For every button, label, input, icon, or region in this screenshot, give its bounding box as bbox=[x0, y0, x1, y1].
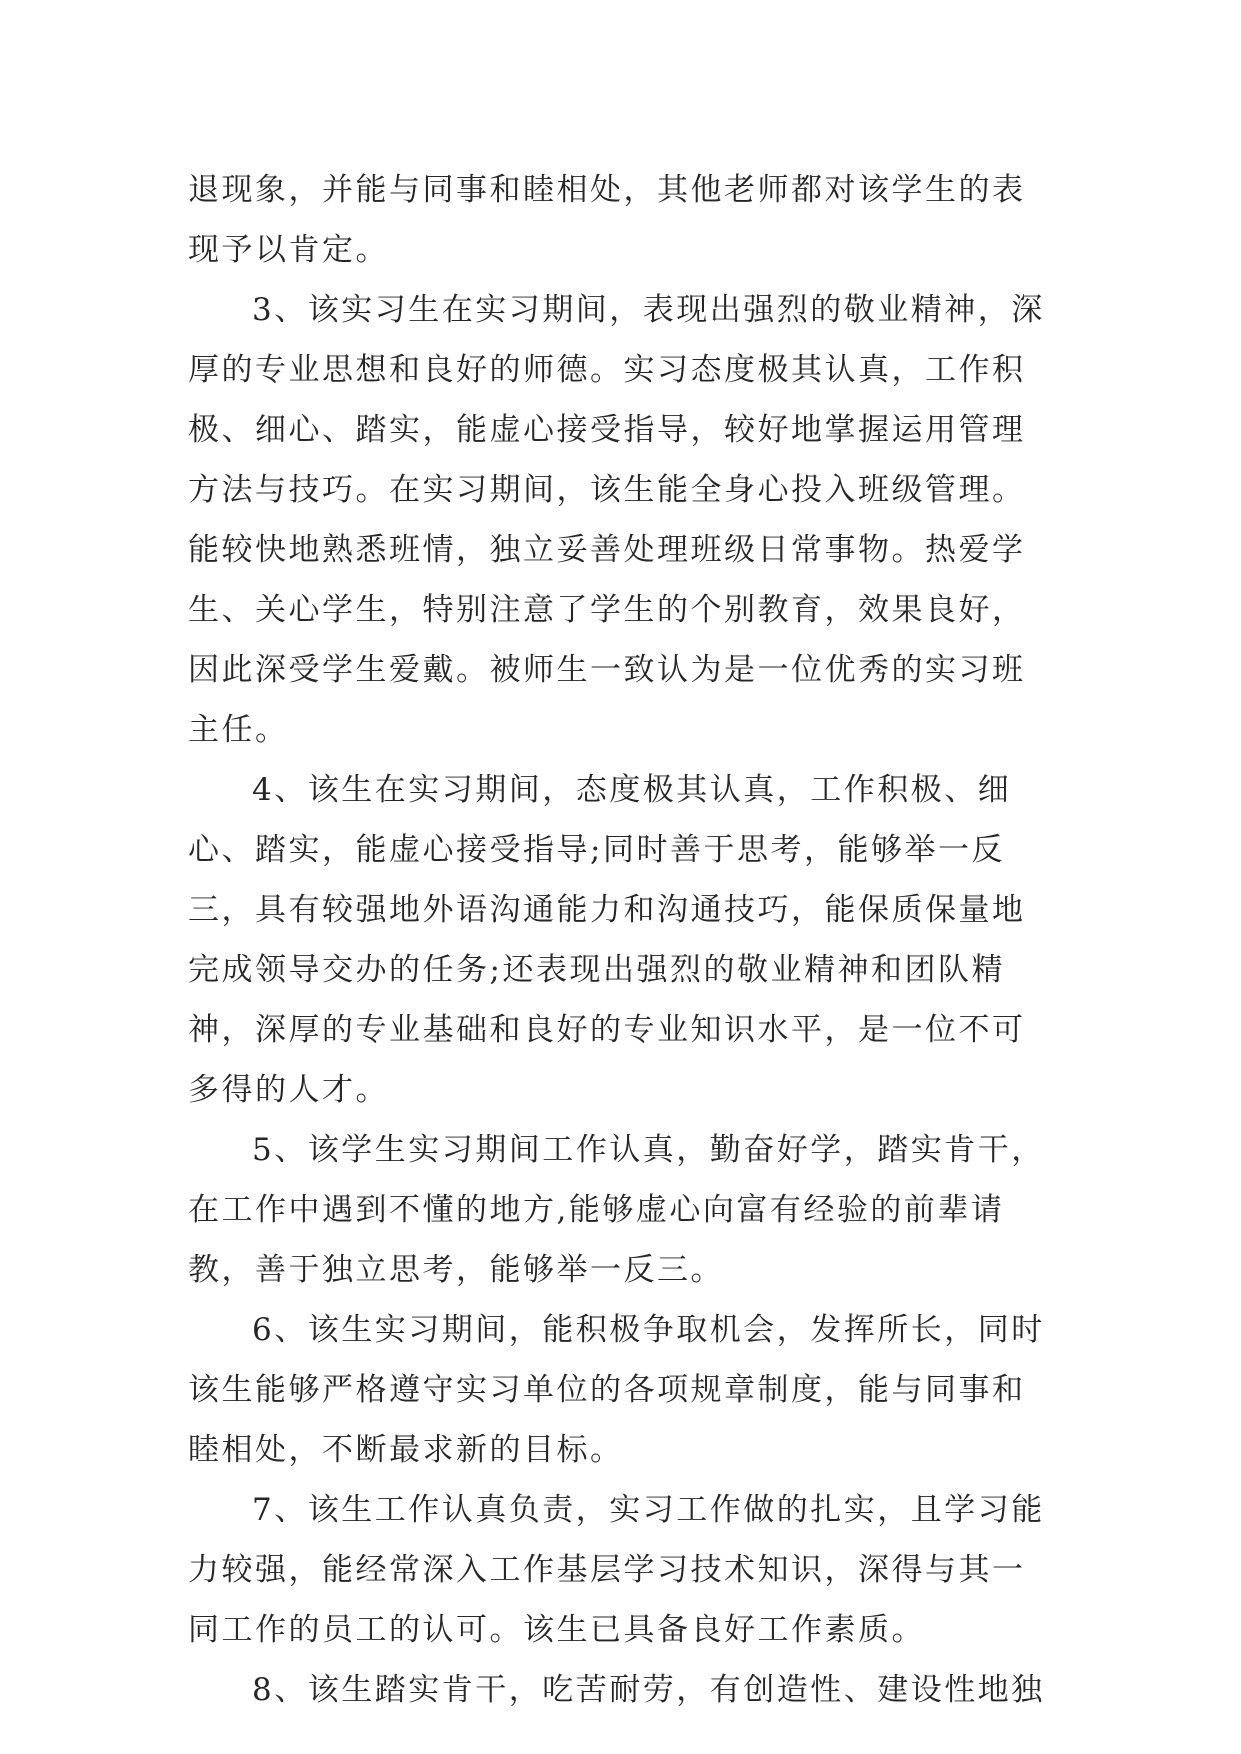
paragraph-item-4: 4、该生在实习期间，态度极其认真，工作积极、细心、踏实，能虚心接受指导;同时善于思考，能够举一反三，具有较强地外语沟通能力和沟通技巧，能保质保量地完成领导交办的任务;还表现出强烈的敬业精神和团队精神，深厚的专业基础和良好的专业知识水平，是一位不可多得的人才。 bbox=[188, 772, 1026, 1108]
paragraph-item-3: 3、该实习生在实习期间，表现出强烈的敬业精神，深厚的专业思想和良好的师德。实习态度极其认真，工作积极、细心、踏实，能虚心接受指导，较好地掌握运用管理方法与技巧。在实习期间，该生能全身心投入班级管理。能较快地熟悉班情，独立妥善处理班级日常事物。热爱学生、关心学生，特别注意了学生的个别教育，效果良好，因此深受学生爱戴。被师生一致认为是一位优秀的实习班主任。 bbox=[188, 292, 1045, 748]
paragraph-item-5: 5、该学生实习期间工作认真，勤奋好学，踏实肯干，在工作中遇到不懂的地方,能够虚心向富有经验的前辈请教，善于独立思考，能够举一反三。 bbox=[188, 1132, 1045, 1288]
paragraph-continuation: 退现象，并能与同事和睦相处，其他老师都对该学生的表现予以肯定。 bbox=[188, 172, 1026, 268]
paragraph-item-7: 7、该生工作认真负责，实习工作做的扎实，且学习能力较强，能经常深入工作基层学习技术知识，深得与其一同工作的员工的认可。该生已具备良好工作素质。 bbox=[188, 1492, 1045, 1648]
paragraph-item-8: 8、该生踏实肯干，吃苦耐劳，有创造性、建设性地独 bbox=[252, 1672, 1045, 1708]
document-body bbox=[188, 160, 1054, 1720]
paragraph-item-6: 6、该生实习期间，能积极争取机会，发挥所长，同时该生能够严格遵守实习单位的各项规章制度，能与同事和睦相处，不断最求新的目标。 bbox=[188, 1312, 1045, 1468]
